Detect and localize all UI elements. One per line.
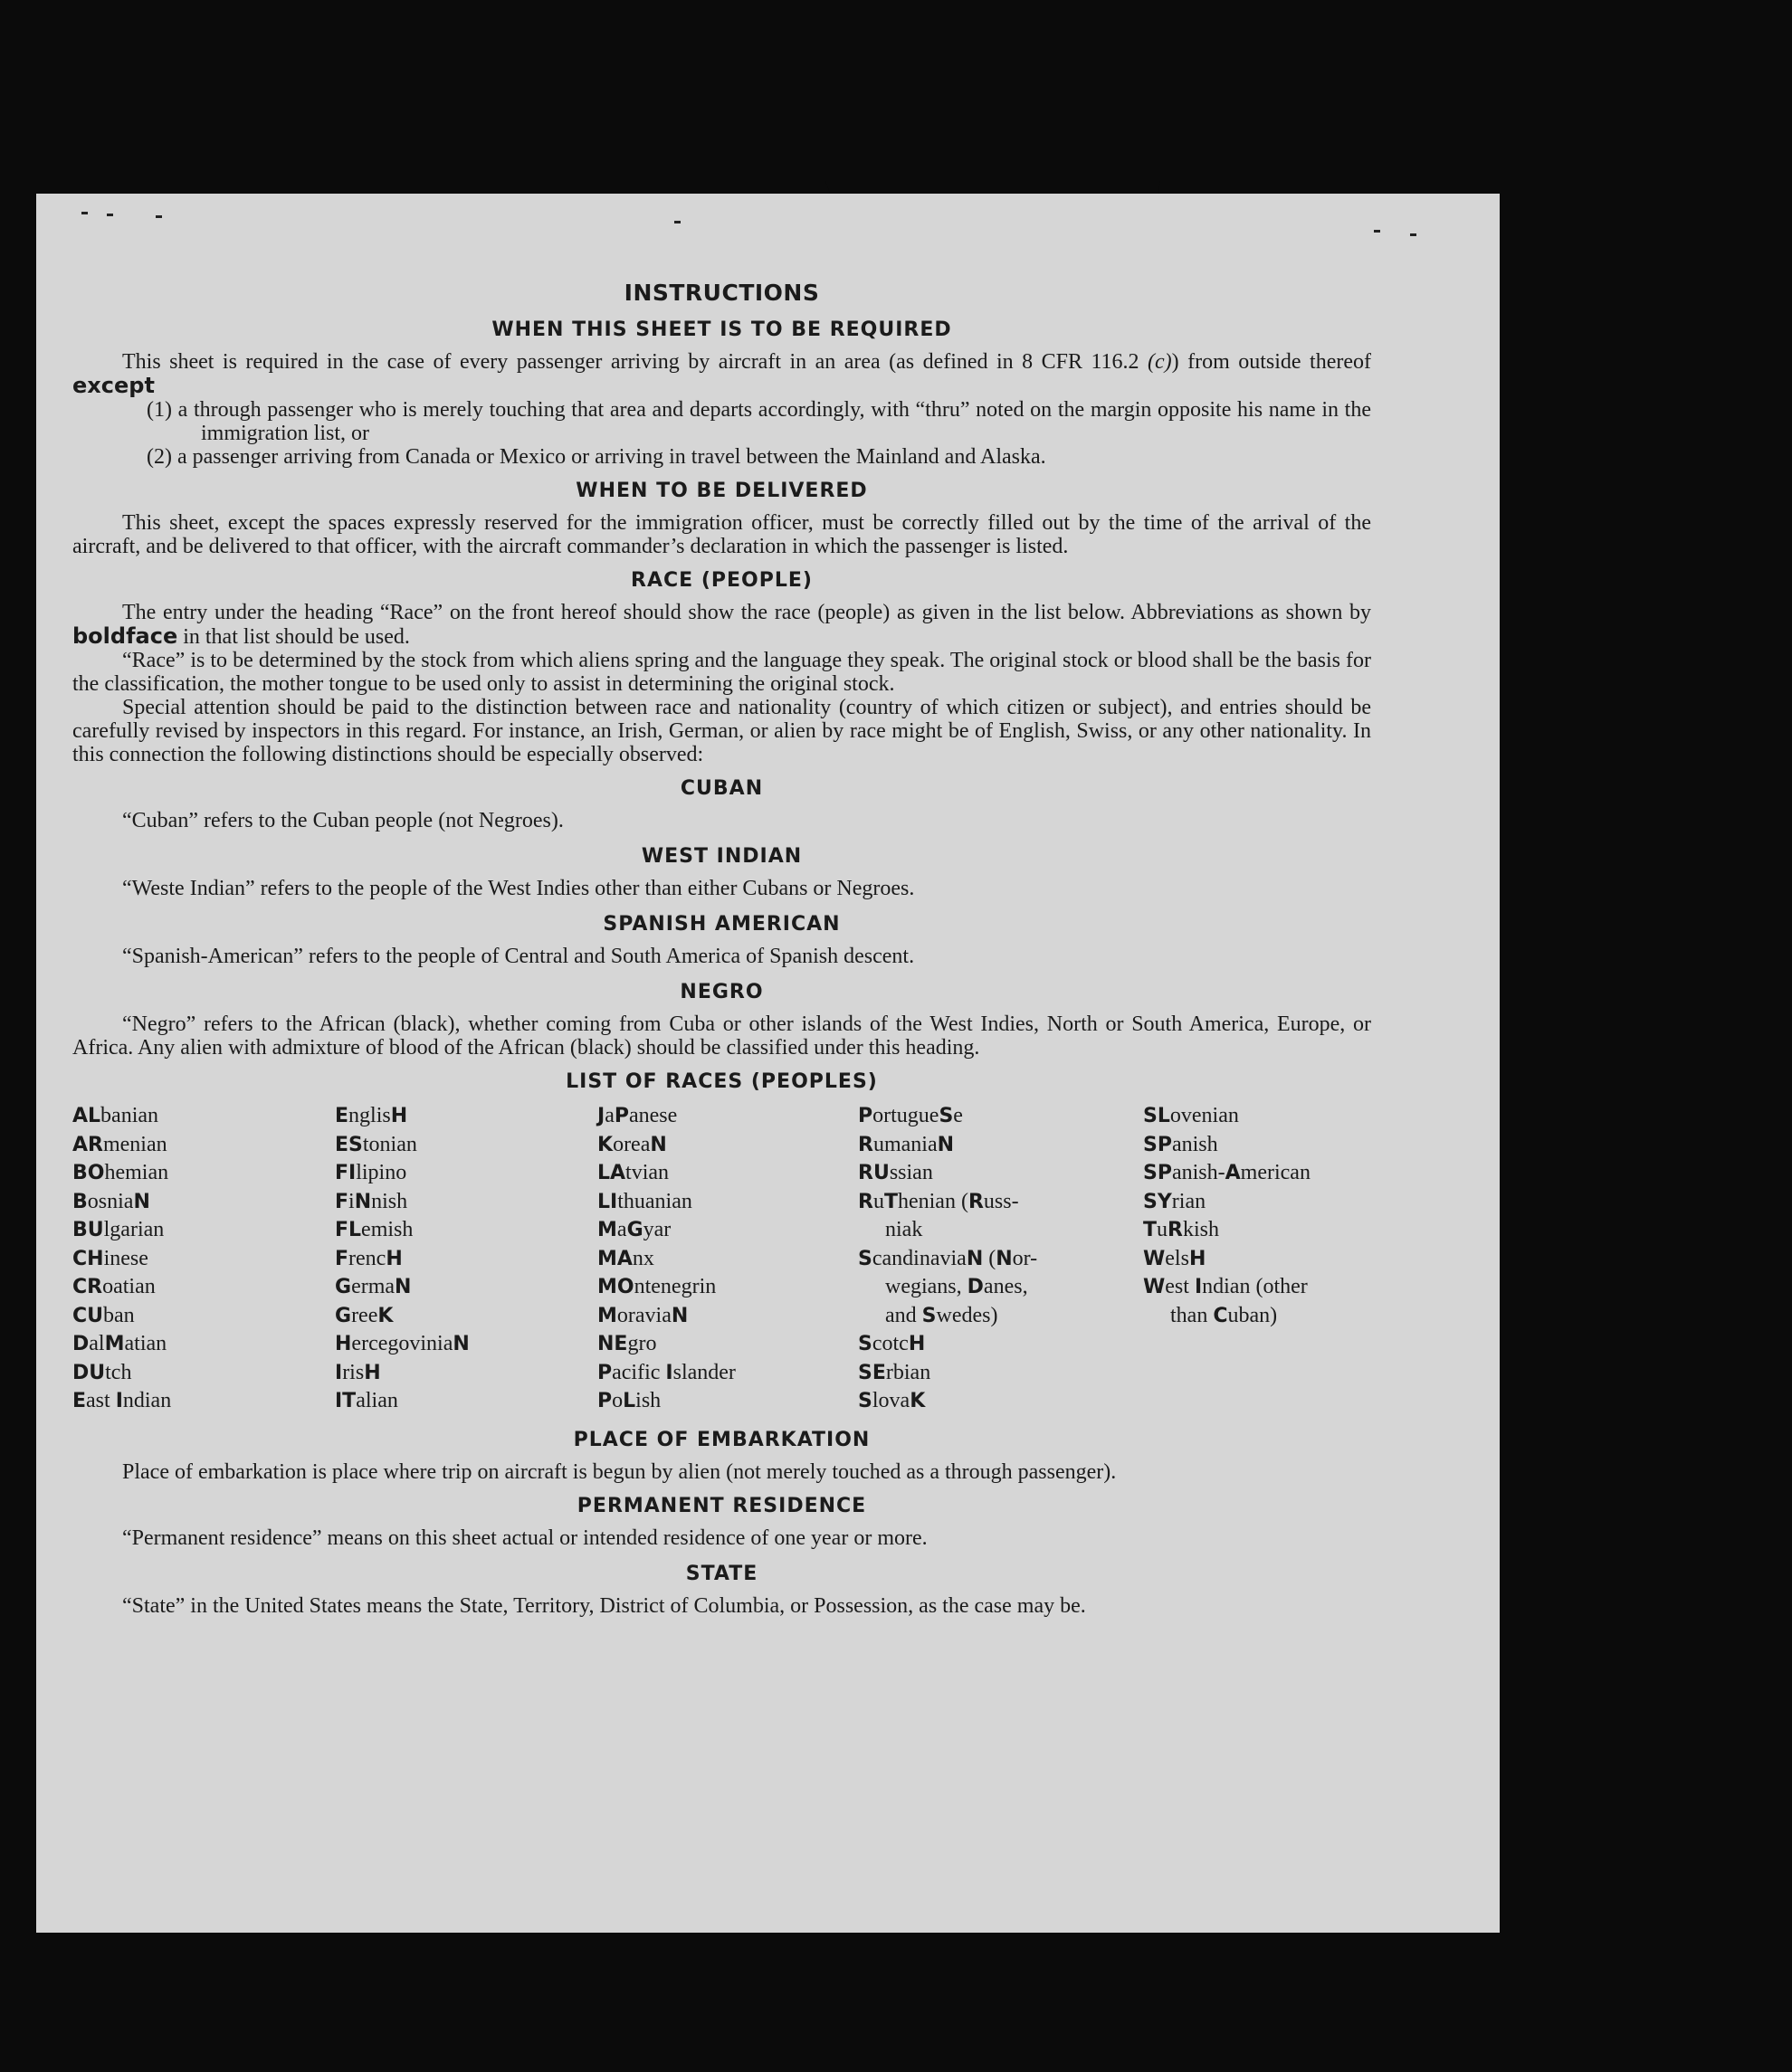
paragraph-race-1: The entry under the heading “Race” on the front hereof should show the race (people) as given in the list below. Abbreviations as shown by boldface in that list should be used. bbox=[72, 601, 1371, 649]
race-entry: ITalian bbox=[335, 1389, 398, 1412]
list-item-1: (1) a through passenger who is merely touching that area and departs accordingly, with “thru” noted on the margin opposite his name in the immigration list, or bbox=[147, 398, 1371, 445]
race-entry: and Swedes) bbox=[885, 1303, 998, 1327]
race-entry: DUtch bbox=[72, 1360, 132, 1384]
race-entry: FIlipino bbox=[335, 1161, 407, 1184]
race-entry: West Indian (other bbox=[1143, 1275, 1308, 1298]
race-entry: MaGyar bbox=[597, 1218, 672, 1241]
heading-state: STATE bbox=[685, 1562, 758, 1585]
race-entry: MoraviaN bbox=[597, 1303, 689, 1327]
race-entry: ALbanian bbox=[72, 1104, 159, 1127]
paragraph-cuban: “Cuban” refers to the Cuban people (not Negroes). bbox=[122, 809, 564, 832]
paragraph-required: This sheet is required in the case of every passenger arriving by aircraft in an area (as defined in 8 CFR 116.2 (c)) from outside thereof except bbox=[72, 350, 1372, 398]
race-entry: ScotcH bbox=[858, 1332, 926, 1355]
race-entry: LIthuanian bbox=[597, 1189, 692, 1213]
race-entry: WelsH bbox=[1143, 1246, 1206, 1270]
heading-west-indian: WEST INDIAN bbox=[641, 845, 803, 868]
race-column-2 bbox=[335, 1102, 597, 1416]
speck bbox=[1410, 233, 1416, 236]
paragraph-negro: “Negro” refers to the African (black), whether coming from Cuba or other islands of the West Indies, North or South America, Europe, or Africa. Any alien with admixture of blood of the African (black) should be classified under this heading. bbox=[72, 1012, 1371, 1060]
paragraph-west-indian: “Weste Indian” refers to the people of the West Indies other than either Cubans or Negroes. bbox=[122, 877, 915, 900]
race-entry: JaPanese bbox=[597, 1104, 678, 1127]
race-entry: wegians, Danes, bbox=[885, 1275, 1028, 1298]
race-entry: SYrian bbox=[1143, 1189, 1206, 1213]
except-word: except bbox=[72, 373, 155, 398]
race-column-3 bbox=[597, 1102, 858, 1416]
race-entry: East Indian bbox=[72, 1389, 172, 1412]
paragraph-spanish-american: “Spanish-American” refers to the people of Central and South America of Spanish descent. bbox=[122, 945, 915, 968]
race-entry: RUssian bbox=[858, 1161, 933, 1184]
race-entry: SErbian bbox=[858, 1360, 931, 1384]
race-entry: IrisH bbox=[335, 1360, 381, 1384]
paragraph-state: “State” in the United States means the State, Territory, District of Columbia, or Possession, as the case may be. bbox=[122, 1593, 1086, 1618]
paragraph-race-2: “Race” is to be determined by the stock from which aliens spring and the language they speak. The original stock or blood shall be the basis for the classification, the mother tongue to be used only to assist in determining the original stock. bbox=[72, 649, 1371, 696]
race-entry: GreeK bbox=[335, 1303, 394, 1327]
race-entry: PoLish bbox=[597, 1389, 662, 1412]
race-entry: than Cuban) bbox=[1170, 1303, 1278, 1327]
speck bbox=[156, 215, 162, 218]
race-entry: FLemish bbox=[335, 1218, 414, 1241]
instruction-sheet bbox=[36, 194, 1500, 1933]
speck bbox=[81, 212, 88, 214]
speck bbox=[1374, 230, 1380, 233]
race-entry: NEgro bbox=[597, 1332, 657, 1355]
race-entry: SPanish-American bbox=[1143, 1161, 1311, 1184]
race-entry: SPanish bbox=[1143, 1132, 1218, 1156]
race-list bbox=[72, 1102, 1371, 1416]
speck bbox=[674, 221, 681, 223]
boldface-word: boldface bbox=[72, 623, 178, 649]
paragraph-embarkation: Place of embarkation is place where trip on aircraft is begun by alien (not merely touched as a through passenger). bbox=[122, 1459, 1117, 1484]
paragraph-residence: “Permanent residence” means on this sheet actual or intended residence of one year or more. bbox=[122, 1525, 928, 1550]
heading-cuban: CUBAN bbox=[680, 777, 764, 800]
page-title: INSTRUCTIONS bbox=[624, 280, 820, 306]
race-entry: KoreaN bbox=[597, 1132, 667, 1156]
race-entry: LAtvian bbox=[597, 1161, 670, 1184]
list-item-2: (2) a passenger arriving from Canada or Mexico or arriving in travel between the Mainland and Alaska. bbox=[147, 445, 1046, 469]
paragraph-delivered: This sheet, except the spaces expressly reserved for the immigration officer, must be correctly filled out by the time of the arrival of the aircraft, and be delivered to that officer, with the aircraft commander’s declaration in which the passenger is listed. bbox=[72, 511, 1371, 558]
heading-spanish-american: SPANISH AMERICAN bbox=[603, 913, 841, 936]
race-entry: DalMatian bbox=[72, 1332, 167, 1355]
race-entry: FiNnish bbox=[335, 1189, 408, 1213]
race-entry: BOhemian bbox=[72, 1161, 169, 1184]
heading-delivered: WHEN TO BE DELIVERED bbox=[576, 480, 868, 502]
heading-required: WHEN THIS SHEET IS TO BE REQUIRED bbox=[491, 318, 952, 341]
race-entry: EnglisH bbox=[335, 1104, 408, 1127]
race-entry: RuThenian (Russ- bbox=[858, 1189, 1019, 1213]
heading-race: RACE (PEOPLE) bbox=[631, 569, 813, 592]
race-column-5 bbox=[1143, 1102, 1360, 1416]
race-entry: BUlgarian bbox=[72, 1218, 165, 1241]
race-entry: ARmenian bbox=[72, 1132, 167, 1156]
speck bbox=[107, 214, 113, 216]
race-entry: PortugueSe bbox=[858, 1104, 963, 1127]
race-entry: SlovaK bbox=[858, 1389, 926, 1412]
race-entry: RumaniaN bbox=[858, 1132, 955, 1156]
race-entry: EStonian bbox=[335, 1132, 417, 1156]
race-entry: GermaN bbox=[335, 1275, 412, 1298]
heading-list-of-races: LIST OF RACES (PEOPLES) bbox=[566, 1070, 878, 1093]
race-entry: SLovenian bbox=[1143, 1104, 1239, 1127]
race-entry: niak bbox=[885, 1218, 923, 1241]
race-column-4 bbox=[858, 1102, 1143, 1416]
race-entry: MAnx bbox=[597, 1246, 654, 1270]
race-entry: CRoatian bbox=[72, 1275, 156, 1298]
race-entry: FrencH bbox=[335, 1246, 403, 1270]
race-entry: BosniaN bbox=[72, 1189, 150, 1213]
race-entry: ScandinaviaN (Nor- bbox=[858, 1246, 1038, 1270]
race-column-1 bbox=[72, 1102, 335, 1416]
race-entry: CUban bbox=[72, 1303, 135, 1327]
paragraph-race-3: Special attention should be paid to the distinction between race and nationality (country of which citizen or subject), and entries should be carefully revised by inspectors in this regard. For instance, an Irish, German, or alien by race might be of English, Swiss, or any other nationality. In this connection the following distinctions should be especially observed: bbox=[72, 696, 1371, 766]
race-entry: MOntenegrin bbox=[597, 1275, 717, 1298]
heading-embarkation: PLACE OF EMBARKATION bbox=[573, 1428, 871, 1451]
race-entry: Pacific Islander bbox=[597, 1360, 736, 1384]
race-entry: TuRkish bbox=[1143, 1218, 1219, 1241]
race-entry: HercegoviniaN bbox=[335, 1332, 470, 1355]
race-entry: CHinese bbox=[72, 1246, 148, 1270]
heading-negro: NEGRO bbox=[680, 981, 764, 1003]
heading-residence: PERMANENT RESIDENCE bbox=[577, 1494, 867, 1517]
